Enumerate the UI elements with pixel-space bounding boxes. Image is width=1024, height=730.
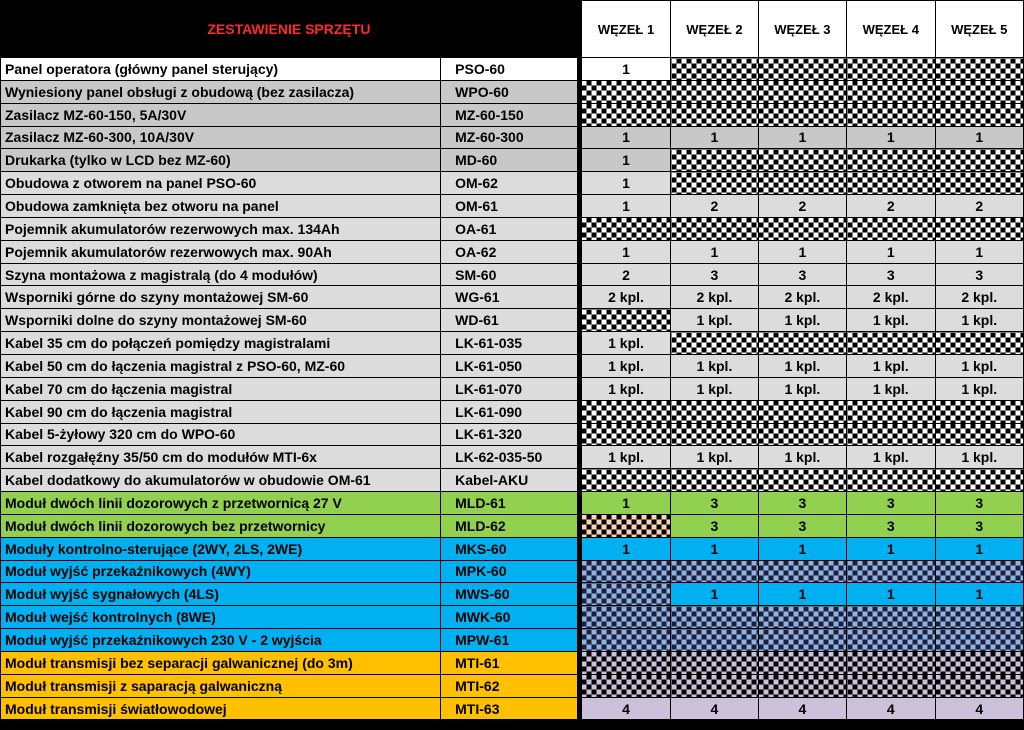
node-quantity-cell [935, 629, 1024, 652]
node-quantity-cell: 1 [847, 583, 935, 606]
node-quantity-cell: 1 [581, 195, 670, 218]
item-name: Wsporniki dolne do szyny montażowej SM-60 [1, 309, 441, 332]
node-quantity-cell: 1 kpl. [847, 354, 935, 377]
item-code: MWK-60 [441, 606, 578, 629]
node-quantity-cell [935, 149, 1024, 172]
item-name: Moduł transmisji światłowodowej [1, 697, 441, 720]
node-quantity-cell: 1 kpl. [581, 446, 670, 469]
table-row [1, 172, 1024, 195]
item-code: MD-60 [441, 149, 578, 172]
node-quantity-cell: 3 [671, 263, 758, 286]
node-quantity-cell: 2 [758, 195, 846, 218]
item-code: LK-61-035 [441, 332, 578, 355]
table-row [1, 674, 1024, 697]
node-quantity-cell [758, 58, 846, 81]
item-name: Kabel 50 cm do łączenia magistral z PSO-60, MZ-60 [1, 354, 441, 377]
node-quantity-cell: 1 kpl. [935, 446, 1024, 469]
node-header-5: WĘZEŁ 5 [935, 1, 1024, 58]
node-quantity-cell: 2 kpl. [935, 286, 1024, 309]
node-quantity-cell [758, 560, 846, 583]
table-row [1, 377, 1024, 400]
node-quantity-cell [935, 560, 1024, 583]
item-name: Moduł transmisji bez separacji galwanicznej (do 3m) [1, 651, 441, 674]
node-quantity-cell [847, 172, 935, 195]
node-quantity-cell [671, 332, 758, 355]
node-quantity-cell [671, 172, 758, 195]
item-code: MTI-62 [441, 674, 578, 697]
node-quantity-cell: 1 [671, 583, 758, 606]
item-name: Kabel 70 cm do łączenia magistral [1, 377, 441, 400]
node-quantity-cell: 1 kpl. [581, 377, 670, 400]
node-quantity-cell: 3 [847, 514, 935, 537]
node-quantity-cell: 2 [671, 195, 758, 218]
node-quantity-cell [935, 217, 1024, 240]
node-quantity-cell [581, 651, 670, 674]
node-quantity-cell [935, 674, 1024, 697]
node-quantity-cell [847, 469, 935, 492]
item-name: Wsporniki górne do szyny montażowej SM-60 [1, 286, 441, 309]
node-quantity-cell: 1 [847, 126, 935, 149]
item-code: LK-61-050 [441, 354, 578, 377]
node-quantity-cell [758, 469, 846, 492]
node-quantity-cell [758, 423, 846, 446]
node-quantity-cell: 1 [671, 537, 758, 560]
node-quantity-cell: 1 [758, 240, 846, 263]
item-name: Moduł wyjść przekaźnikowych 230 V - 2 wyjścia [1, 629, 441, 652]
node-quantity-cell [847, 423, 935, 446]
item-code: MTI-61 [441, 651, 578, 674]
node-quantity-cell [847, 332, 935, 355]
node-quantity-cell: 1 kpl. [581, 354, 670, 377]
node-quantity-cell [581, 400, 670, 423]
table-row [1, 423, 1024, 446]
node-quantity-cell: 1 [581, 240, 670, 263]
table-row [1, 629, 1024, 652]
item-name: Moduł dwóch linii dozorowych bez przetwornicy [1, 514, 441, 537]
node-quantity-cell [581, 514, 670, 537]
node-quantity-cell [847, 606, 935, 629]
item-name: Kabel rozgałęźny 35/50 cm do modułów MTI-6x [1, 446, 441, 469]
node-quantity-cell: 2 kpl. [758, 286, 846, 309]
node-quantity-cell: 4 [581, 697, 670, 720]
item-code: OM-62 [441, 172, 578, 195]
table-row [1, 195, 1024, 218]
node-quantity-cell [847, 674, 935, 697]
item-code: LK-61-090 [441, 400, 578, 423]
item-code: WG-61 [441, 286, 578, 309]
node-quantity-cell [671, 80, 758, 103]
node-quantity-cell [847, 103, 935, 126]
item-code: LK-61-070 [441, 377, 578, 400]
node-quantity-cell: 4 [671, 697, 758, 720]
node-quantity-cell: 1 [581, 58, 670, 81]
node-quantity-cell [847, 651, 935, 674]
item-name: Obudowa z otworem na panel PSO-60 [1, 172, 441, 195]
node-quantity-cell [847, 629, 935, 652]
item-code: MPK-60 [441, 560, 578, 583]
table-row [1, 697, 1024, 720]
node-quantity-cell: 1 kpl. [935, 309, 1024, 332]
node-quantity-cell: 1 [847, 537, 935, 560]
node-quantity-cell: 2 kpl. [671, 286, 758, 309]
table-row [1, 514, 1024, 537]
table-row [1, 583, 1024, 606]
node-header-2: WĘZEŁ 2 [671, 1, 758, 58]
header-row [1, 1, 1024, 58]
node-quantity-cell: 1 kpl. [758, 354, 846, 377]
item-name: Pojemnik akumulatorów rezerwowych max. 134Ah [1, 217, 441, 240]
node-quantity-cell: 1 [581, 126, 670, 149]
table-row [1, 126, 1024, 149]
node-quantity-cell: 1 kpl. [671, 354, 758, 377]
node-quantity-cell [671, 423, 758, 446]
node-quantity-cell [847, 149, 935, 172]
node-quantity-cell [758, 651, 846, 674]
node-quantity-cell [847, 80, 935, 103]
item-name: Kabel dodatkowy do akumulatorów w obudowie OM-61 [1, 469, 441, 492]
node-quantity-cell [847, 560, 935, 583]
node-quantity-cell [671, 400, 758, 423]
item-code: MZ-60-150 [441, 103, 578, 126]
node-quantity-cell: 1 [935, 126, 1024, 149]
node-quantity-cell [581, 629, 670, 652]
item-name: Zasilacz MZ-60-300, 10A/30V [1, 126, 441, 149]
item-name: Kabel 90 cm do łączenia magistral [1, 400, 441, 423]
node-quantity-cell [671, 651, 758, 674]
table-row [1, 400, 1024, 423]
table-row [1, 149, 1024, 172]
node-quantity-cell [671, 629, 758, 652]
node-quantity-cell: 1 kpl. [671, 446, 758, 469]
node-quantity-cell [581, 80, 670, 103]
item-code: MPW-61 [441, 629, 578, 652]
table-row [1, 492, 1024, 515]
item-code: WD-61 [441, 309, 578, 332]
node-quantity-cell: 2 [935, 195, 1024, 218]
node-quantity-cell: 1 kpl. [758, 377, 846, 400]
node-quantity-cell [935, 400, 1024, 423]
node-quantity-cell: 3 [935, 514, 1024, 537]
node-quantity-cell: 1 [581, 172, 670, 195]
item-code: OM-61 [441, 195, 578, 218]
node-quantity-cell: 1 [935, 240, 1024, 263]
item-code: MWS-60 [441, 583, 578, 606]
item-code: MZ-60-300 [441, 126, 578, 149]
item-code: PSO-60 [441, 58, 578, 81]
item-code: MKS-60 [441, 537, 578, 560]
node-quantity-cell: 1 [758, 583, 846, 606]
table-title: ZESTAWIENIE SPRZĘTU [1, 1, 578, 58]
node-quantity-cell [935, 172, 1024, 195]
node-quantity-cell [581, 103, 670, 126]
node-quantity-cell: 1 kpl. [758, 446, 846, 469]
table-row [1, 332, 1024, 355]
node-quantity-cell [671, 103, 758, 126]
table-row [1, 103, 1024, 126]
node-quantity-cell: 1 kpl. [935, 377, 1024, 400]
node-quantity-cell: 1 [758, 126, 846, 149]
item-code: LK-61-320 [441, 423, 578, 446]
item-code: Kabel-AKU [441, 469, 578, 492]
node-quantity-cell: 3 [671, 514, 758, 537]
node-quantity-cell [671, 58, 758, 81]
node-quantity-cell [758, 674, 846, 697]
node-quantity-cell: 1 [847, 240, 935, 263]
node-quantity-cell: 1 kpl. [581, 332, 670, 355]
node-quantity-cell [581, 423, 670, 446]
node-quantity-cell: 3 [758, 263, 846, 286]
item-code: OA-61 [441, 217, 578, 240]
node-quantity-cell [935, 332, 1024, 355]
node-quantity-cell [847, 58, 935, 81]
node-quantity-cell [935, 651, 1024, 674]
item-name: Panel operatora (główny panel sterujący) [1, 58, 441, 81]
item-code: MLD-61 [441, 492, 578, 515]
node-quantity-cell: 1 kpl. [935, 354, 1024, 377]
table-row [1, 80, 1024, 103]
node-quantity-cell [581, 309, 670, 332]
node-quantity-cell: 1 [671, 240, 758, 263]
item-name: Kabel 5-żyłowy 320 cm do WPO-60 [1, 423, 441, 446]
node-quantity-cell [671, 217, 758, 240]
node-header-1: WĘZEŁ 1 [581, 1, 670, 58]
table-row [1, 217, 1024, 240]
item-name: Kabel 35 cm do połączeń pomiędzy magistralami [1, 332, 441, 355]
item-name: Moduł transmisji z saparacją galwaniczną [1, 674, 441, 697]
table-row [1, 537, 1024, 560]
table-row [1, 286, 1024, 309]
item-name: Drukarka (tylko w LCD bez MZ-60) [1, 149, 441, 172]
node-quantity-cell [935, 80, 1024, 103]
node-quantity-cell [758, 629, 846, 652]
table-row [1, 58, 1024, 81]
node-quantity-cell [581, 217, 670, 240]
node-quantity-cell: 1 kpl. [671, 309, 758, 332]
item-name: Moduł wejść kontrolnych (8WE) [1, 606, 441, 629]
node-quantity-cell: 4 [758, 697, 846, 720]
node-quantity-cell [671, 674, 758, 697]
node-quantity-cell [935, 469, 1024, 492]
node-quantity-cell [758, 217, 846, 240]
node-quantity-cell: 3 [847, 492, 935, 515]
item-name: Pojemnik akumulatorów rezerwowych max. 90Ah [1, 240, 441, 263]
node-quantity-cell: 1 [581, 492, 670, 515]
node-quantity-cell: 2 [847, 195, 935, 218]
node-quantity-cell [935, 606, 1024, 629]
node-quantity-cell: 4 [935, 697, 1024, 720]
item-name: Moduł wyjść sygnałowych (4LS) [1, 583, 441, 606]
node-quantity-cell: 1 kpl. [847, 377, 935, 400]
item-name: Wyniesiony panel obsługi z obudową (bez zasilacza) [1, 80, 441, 103]
node-quantity-cell [935, 58, 1024, 81]
node-quantity-cell: 1 [581, 537, 670, 560]
item-name: Moduł wyjść przekaźnikowych (4WY) [1, 560, 441, 583]
node-quantity-cell [671, 606, 758, 629]
node-quantity-cell: 1 kpl. [758, 309, 846, 332]
node-quantity-cell [758, 606, 846, 629]
node-quantity-cell: 3 [935, 492, 1024, 515]
node-quantity-cell [671, 560, 758, 583]
node-quantity-cell: 1 [581, 149, 670, 172]
node-quantity-cell: 1 kpl. [847, 446, 935, 469]
table-row [1, 309, 1024, 332]
node-quantity-cell: 1 [935, 583, 1024, 606]
node-quantity-cell: 2 kpl. [581, 286, 670, 309]
node-quantity-cell [758, 400, 846, 423]
item-code: WPO-60 [441, 80, 578, 103]
table-row [1, 560, 1024, 583]
node-quantity-cell: 3 [847, 263, 935, 286]
item-name: Moduły kontrolno-sterujące (2WY, 2LS, 2WE) [1, 537, 441, 560]
table-row [1, 354, 1024, 377]
node-quantity-cell: 1 kpl. [671, 377, 758, 400]
equipment-rows [1, 58, 1024, 720]
table-row [1, 469, 1024, 492]
node-header-4: WĘZEŁ 4 [847, 1, 935, 58]
node-quantity-cell [935, 423, 1024, 446]
table-row [1, 651, 1024, 674]
node-header-3: WĘZEŁ 3 [758, 1, 846, 58]
node-quantity-cell [758, 149, 846, 172]
node-quantity-cell [847, 217, 935, 240]
node-quantity-cell: 1 [935, 537, 1024, 560]
node-quantity-cell [671, 469, 758, 492]
node-quantity-cell [935, 103, 1024, 126]
node-quantity-cell [671, 149, 758, 172]
node-quantity-cell: 2 [581, 263, 670, 286]
item-name: Obudowa zamknięta bez otworu na panel [1, 195, 441, 218]
node-quantity-cell: 3 [935, 263, 1024, 286]
node-quantity-cell [581, 469, 670, 492]
item-name: Szyna montażowa z magistralą (do 4 modułów) [1, 263, 441, 286]
table-row [1, 263, 1024, 286]
node-quantity-cell [758, 332, 846, 355]
item-code: LK-62-035-50 [441, 446, 578, 469]
node-quantity-cell: 3 [758, 492, 846, 515]
node-quantity-cell [581, 606, 670, 629]
node-quantity-cell [847, 400, 935, 423]
node-quantity-cell: 3 [671, 492, 758, 515]
node-quantity-cell [581, 560, 670, 583]
item-name: Moduł dwóch linii dozorowych z przetwornicą 27 V [1, 492, 441, 515]
item-code: MTI-63 [441, 697, 578, 720]
node-quantity-cell [581, 583, 670, 606]
item-code: OA-62 [441, 240, 578, 263]
item-name: Zasilacz MZ-60-150, 5A/30V [1, 103, 441, 126]
node-quantity-cell [581, 674, 670, 697]
node-quantity-cell: 2 kpl. [847, 286, 935, 309]
node-quantity-cell: 1 kpl. [847, 309, 935, 332]
table-row [1, 446, 1024, 469]
node-quantity-cell [758, 80, 846, 103]
node-quantity-cell: 3 [758, 514, 846, 537]
node-quantity-cell: 1 [671, 126, 758, 149]
item-code: MLD-62 [441, 514, 578, 537]
item-code: SM-60 [441, 263, 578, 286]
table-row [1, 240, 1024, 263]
table-row [1, 606, 1024, 629]
node-quantity-cell: 1 [758, 537, 846, 560]
node-quantity-cell [758, 172, 846, 195]
node-quantity-cell: 4 [847, 697, 935, 720]
node-quantity-cell [758, 103, 846, 126]
